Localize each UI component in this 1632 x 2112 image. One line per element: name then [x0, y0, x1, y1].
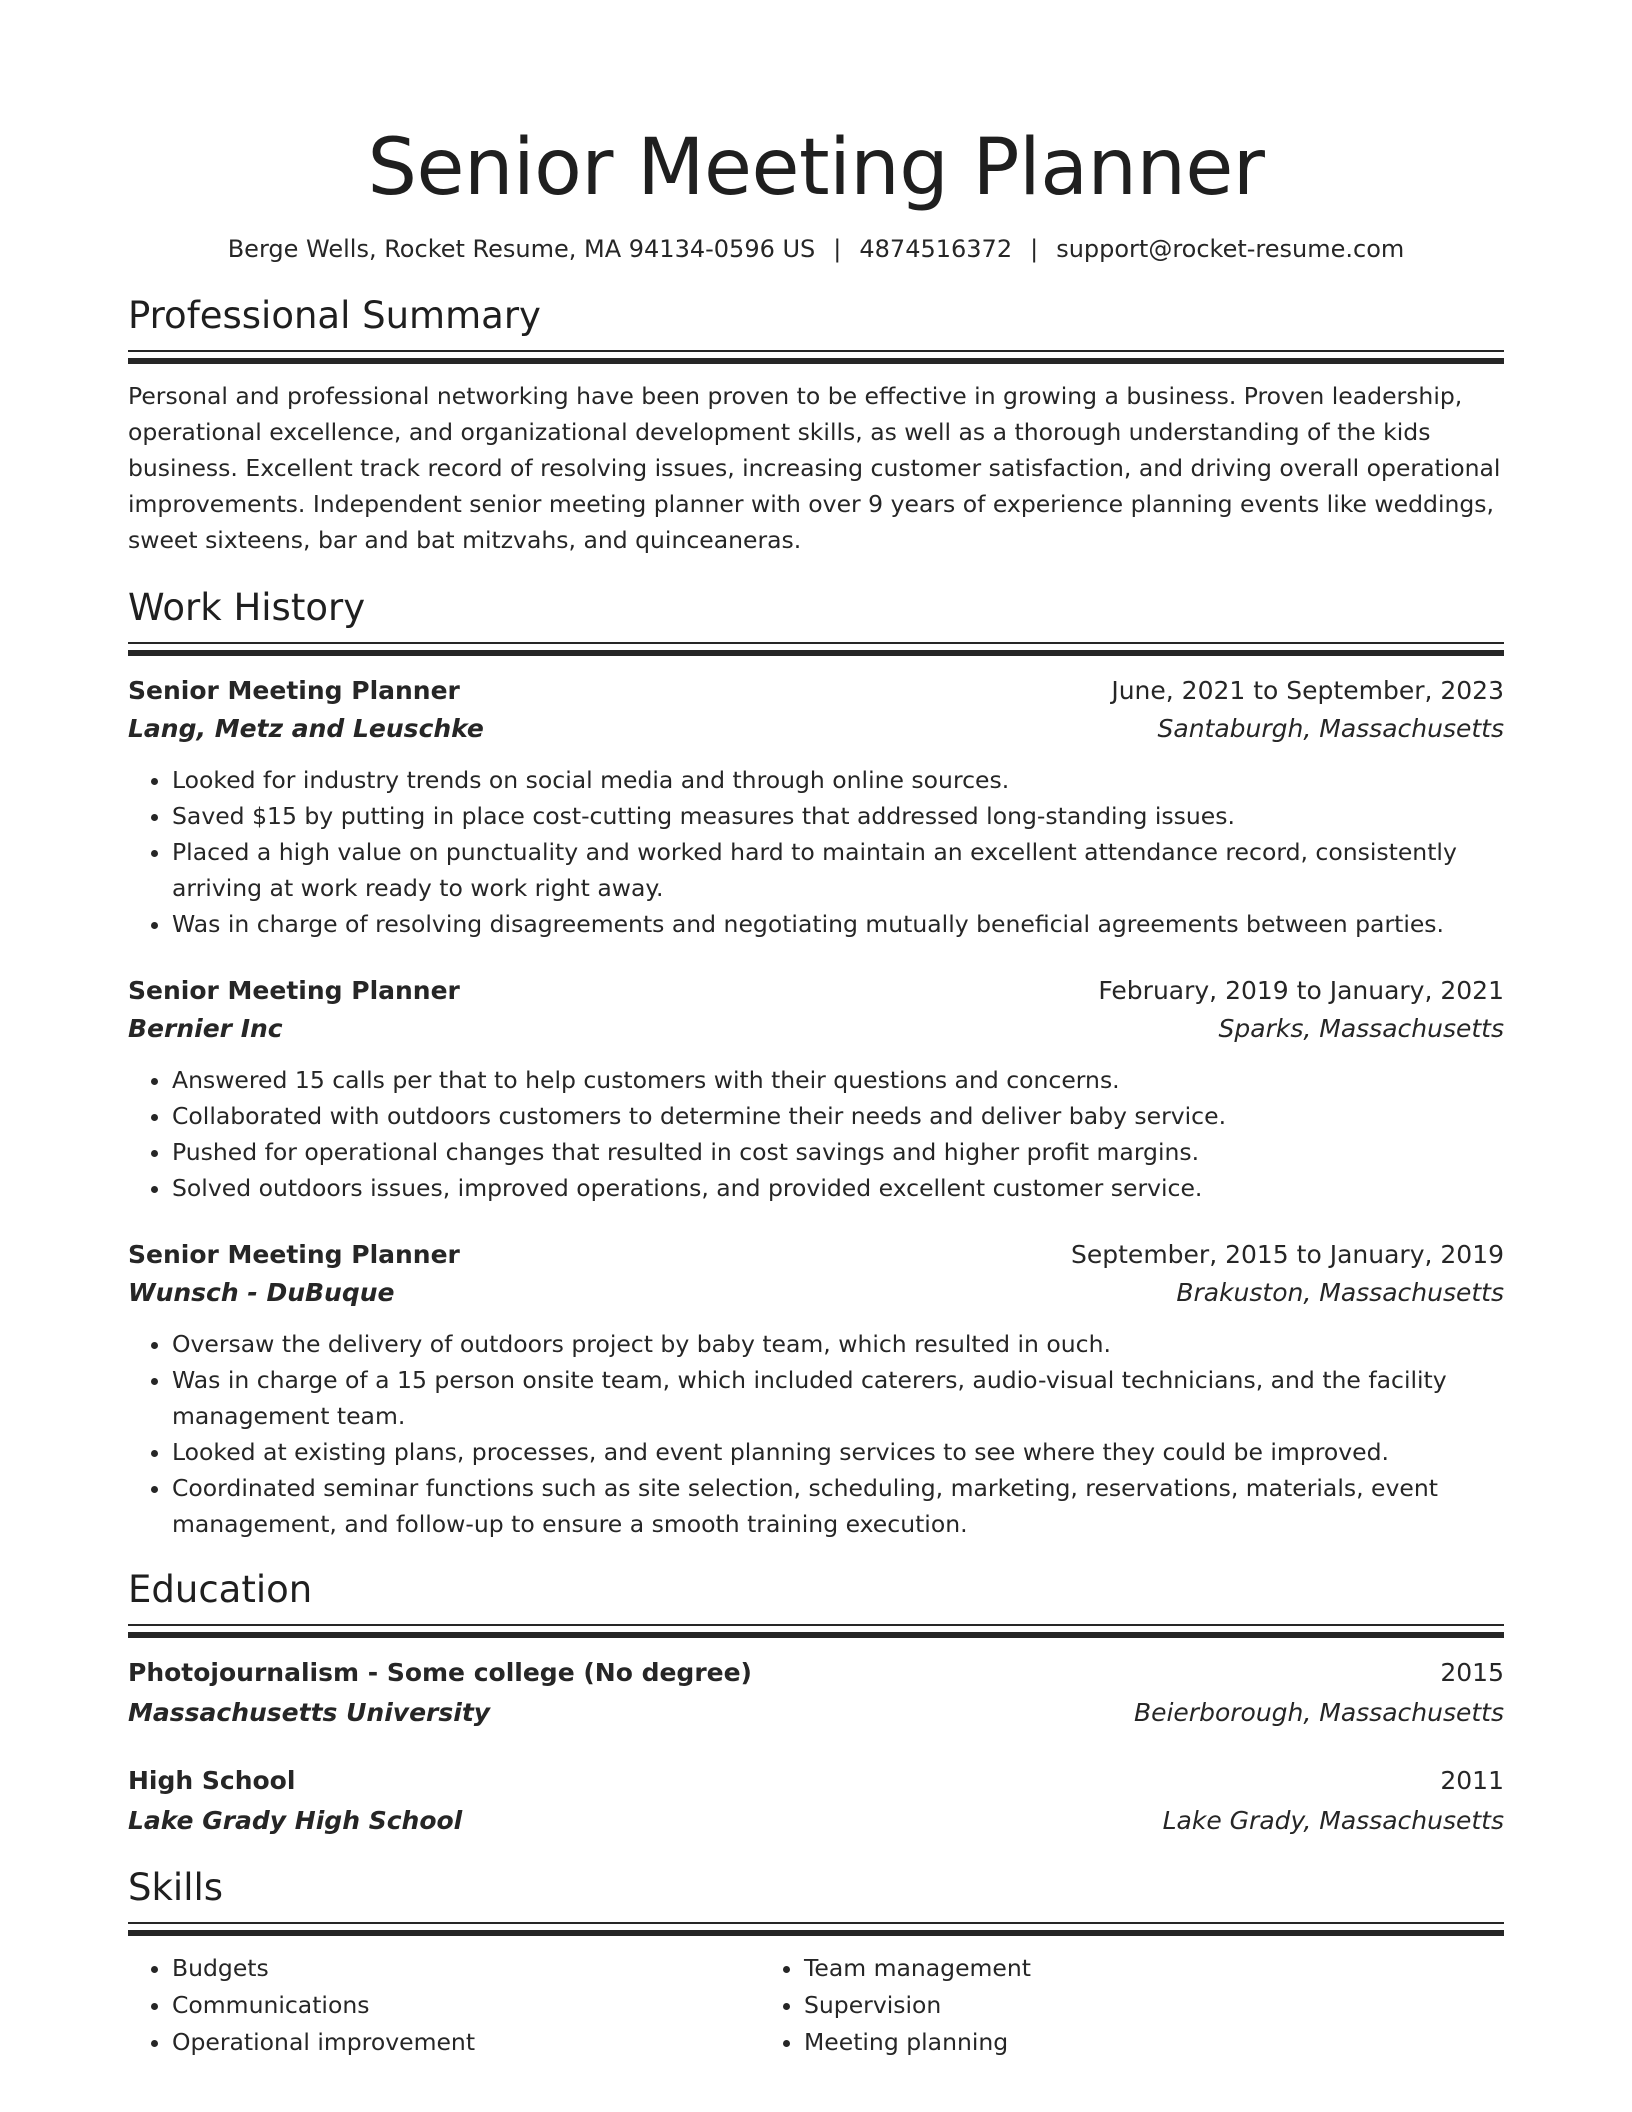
- skill-item: • Team management: [804, 1950, 1392, 1987]
- section-heading: Work History: [128, 586, 366, 629]
- job-company-row: [128, 1274, 1504, 1312]
- job-location: Santaburgh, Massachusetts: [1157, 714, 1504, 743]
- list-item: • Was in charge of a 15 person onsite team, which included caterers, audio-visual technicians, and the facility management team.: [172, 1362, 1504, 1434]
- education-section: [128, 1566, 1504, 1840]
- job-entry: [128, 672, 1504, 942]
- list-item: • Collaborated with outdoors customers to determine their needs and deliver baby service.: [172, 1098, 1504, 1134]
- section-divider: [128, 350, 1504, 364]
- list-item: • Answered 15 calls per that to help customers with their questions and concerns.: [172, 1062, 1504, 1098]
- job-bullets: [128, 1062, 1504, 1206]
- skill-item: • Supervision: [804, 1987, 1392, 2024]
- summary-section: [128, 292, 1504, 558]
- school-location: Lake Grady, Massachusetts: [1162, 1806, 1504, 1835]
- education-header-row: [128, 1654, 1504, 1692]
- education-school-row: [128, 1802, 1504, 1840]
- summary-text: Personal and professional networking have been proven to be effective in growing a business. Proven leadership, operational excellence, and organizational development skills, as well as a thorough understanding of the kids business. Excellent track record of resolving issues, increasing customer satisfaction, and driving overall operational improvements. Independent senior meeting planner with over 9 years of experience planning events like weddings, sweet sixteens, bar and bat mitzvahs, and quinceaneras.: [128, 382, 1501, 554]
- education-header-row: [128, 1762, 1504, 1800]
- job-header-row: [128, 672, 1504, 710]
- school-name: Lake Grady High School: [128, 1806, 463, 1835]
- section-heading: Professional Summary: [128, 294, 541, 337]
- job-company-row: [128, 710, 1504, 748]
- education-year: 2011: [1440, 1766, 1504, 1795]
- skill-item: • Operational improvement: [172, 2024, 760, 2061]
- education-year: 2015: [1440, 1658, 1504, 1687]
- contact-separator: |: [833, 235, 842, 263]
- section-divider: [128, 1624, 1504, 1638]
- list-item: • Looked at existing plans, processes, and event planning services to see where they could be improved.: [172, 1434, 1504, 1470]
- list-item: • Pushed for operational changes that resulted in cost savings and higher profit margins.: [172, 1134, 1504, 1170]
- section-divider: [128, 642, 1504, 656]
- skills-columns: [128, 1936, 1504, 2061]
- company-name: Bernier Inc: [128, 1014, 283, 1043]
- resume-title: Senior Meeting Planner: [367, 123, 1265, 213]
- job-bullets: [128, 762, 1504, 942]
- school-location: Beierborough, Massachusetts: [1133, 1698, 1504, 1727]
- list-item: • Saved $15 by putting in place cost-cutting measures that addressed long-standing issues.: [172, 798, 1504, 834]
- contact-phone: 4874516372: [859, 235, 1013, 263]
- resume-page: [128, 0, 1504, 2061]
- job-location: Sparks, Massachusetts: [1218, 1014, 1504, 1043]
- job-title: Senior Meeting Planner: [128, 976, 460, 1005]
- contact-line: [128, 232, 1504, 266]
- education-school-row: [128, 1694, 1504, 1732]
- job-company-row: [128, 1010, 1504, 1048]
- skills-list-right: [760, 1950, 1392, 2061]
- list-item: • Solved outdoors issues, improved operations, and provided excellent customer service.: [172, 1170, 1504, 1206]
- skills-list-left: [128, 1950, 760, 2061]
- job-dates: February, 2019 to January, 2021: [1098, 976, 1504, 1005]
- contact-separator: |: [1030, 235, 1039, 263]
- skill-item: • Budgets: [172, 1950, 760, 1987]
- job-dates: June, 2021 to September, 2023: [1111, 676, 1504, 705]
- section-heading: Skills: [128, 1866, 224, 1909]
- job-entry: [128, 972, 1504, 1206]
- job-title: Senior Meeting Planner: [128, 676, 460, 705]
- list-item: • Was in charge of resolving disagreements and negotiating mutually beneficial agreements between parties.: [172, 906, 1504, 942]
- skills-section: [128, 1864, 1504, 2061]
- list-item: • Looked for industry trends on social media and through online sources.: [172, 762, 1504, 798]
- job-bullets: [128, 1326, 1504, 1542]
- degree-name: Photojournalism - Some college (No degree): [128, 1658, 752, 1687]
- company-name: Wunsch - DuBuque: [128, 1278, 395, 1307]
- job-header-row: [128, 972, 1504, 1010]
- job-entry: [128, 1236, 1504, 1542]
- job-header-row: [128, 1236, 1504, 1274]
- list-item: • Placed a high value on punctuality and worked hard to maintain an excellent attendance record, consistently arriving at work ready to work right away.: [172, 834, 1504, 906]
- school-name: Massachusetts University: [128, 1698, 491, 1727]
- company-name: Lang, Metz and Leuschke: [128, 714, 484, 743]
- list-item: • Coordinated seminar functions such as site selection, scheduling, marketing, reservations, materials, event management, and follow-up to ensure a smooth training execution.: [172, 1470, 1504, 1542]
- contact-email: support@rocket-resume.com: [1056, 235, 1405, 263]
- job-location: Brakuston, Massachusetts: [1176, 1278, 1504, 1307]
- list-item: • Oversaw the delivery of outdoors project by baby team, which resulted in ouch.: [172, 1326, 1504, 1362]
- work-history-section: [128, 584, 1504, 1542]
- job-title: Senior Meeting Planner: [128, 1240, 460, 1269]
- section-divider: [128, 1922, 1504, 1936]
- section-heading: Education: [128, 1568, 313, 1611]
- contact-address: Berge Wells, Rocket Resume, MA 94134-0596 US: [227, 235, 816, 263]
- education-entry: [128, 1654, 1504, 1732]
- job-dates: September, 2015 to January, 2019: [1071, 1240, 1504, 1269]
- degree-name: High School: [128, 1766, 296, 1795]
- skill-item: • Communications: [172, 1987, 760, 2024]
- skill-item: • Meeting planning: [804, 2024, 1392, 2061]
- education-entry: [128, 1762, 1504, 1840]
